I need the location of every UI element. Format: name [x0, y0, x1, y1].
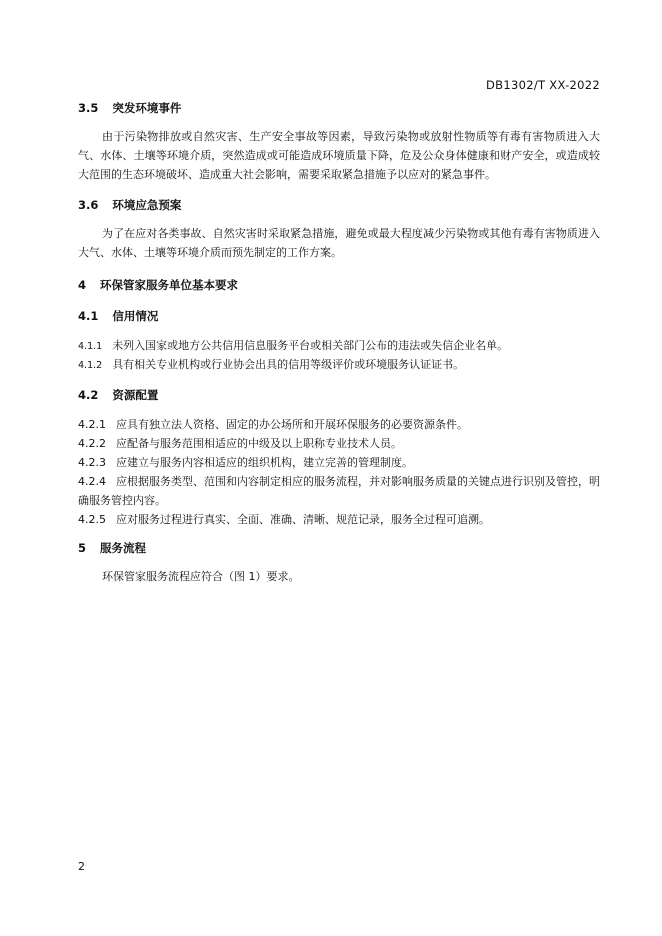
clause-text: 应根据服务类型、范围和内容制定相应的服务流程，并对影响服务质量的关键点进行识别及管控，明确服务管控内容。 [78, 475, 600, 507]
clause-number: 4.1.2 [78, 360, 103, 371]
clause-number: 4.2.1 [78, 418, 106, 431]
clause-4-2-5 [78, 510, 600, 529]
section-number: 3.6 [78, 198, 99, 212]
section-heading-4-2 [78, 387, 158, 403]
section-number: 4 [78, 278, 87, 292]
clause-4-2-1 [78, 415, 600, 434]
section-title: 服务流程 [100, 541, 147, 555]
document-code: DB1302/T XX-2022 [486, 78, 600, 92]
clause-number: 4.2.2 [78, 437, 106, 450]
section-title: 资源配置 [112, 388, 159, 402]
section-heading-5 [78, 540, 146, 556]
section-number: 4.1 [78, 309, 99, 323]
section-title: 环保管家服务单位基本要求 [100, 278, 239, 292]
section-heading-3-6 [78, 197, 181, 213]
section-heading-3-5 [78, 100, 181, 116]
clause-number: 4.2.5 [78, 513, 106, 526]
clause-text: 具有相关专业机构或行业协会出具的信用等级评价或环境服务认证证书。 [112, 358, 465, 371]
clause-4-1-2 [78, 355, 600, 375]
clause-text: 应具有独立法人资格、固定的办公场所和开展环保服务的必要资源条件。 [116, 418, 468, 431]
page-number: 2 [78, 860, 85, 873]
clause-number: 4.2.3 [78, 456, 106, 469]
section-heading-4 [78, 277, 238, 293]
clause-4-2-2 [78, 434, 600, 453]
clause-number: 4.2.4 [78, 475, 106, 488]
section-title: 突发环境事件 [112, 101, 182, 115]
clause-4-2-4 [78, 472, 600, 510]
section-5-body: 环保管家服务流程应符合（图 1）要求。 [102, 570, 300, 583]
clause-text: 应对服务过程进行真实、全面、准确、清晰、规范记录，服务全过程可追溯。 [116, 513, 490, 526]
clause-text: 应建立与服务内容相适应的组织机构，建立完善的管理制度。 [116, 456, 413, 469]
section-3-6-body: 为了在应对各类事故、自然灾害时采取紧急措施，避免或最大程度减少污染物或其他有毒有害物质进入大气、水体、土壤等环境介质而预先制定的工作方案。 [78, 227, 600, 259]
section-heading-4-1 [78, 308, 158, 324]
section-title: 环境应急预案 [112, 198, 182, 212]
clause-number: 4.1.1 [78, 341, 103, 352]
section-title: 信用情况 [112, 309, 159, 323]
section-number: 4.2 [78, 388, 99, 402]
clause-text: 未列入国家或地方公共信用信息服务平台或相关部门公布的违法或失信企业名单。 [112, 339, 509, 352]
clause-text: 应配备与服务范围相适应的中级及以上职称专业技术人员。 [116, 437, 402, 450]
section-number: 5 [78, 541, 87, 555]
section-3-5-body: 由于污染物排放或自然灾害、生产安全事故等因素，导致污染物或放射性物质等有毒有害物质进入大气、水体、土壤等环境介质，突然造成或可能造成环境质量下降，危及公众身体健康和财产安全，或造成较大范围的生态环境破坏、造成重大社会影响，需要采取紧急措施予以应对的紧急事件。 [78, 130, 600, 181]
section-number: 3.5 [78, 101, 99, 115]
clause-4-2-3 [78, 453, 600, 472]
clause-4-1-1 [78, 336, 600, 356]
